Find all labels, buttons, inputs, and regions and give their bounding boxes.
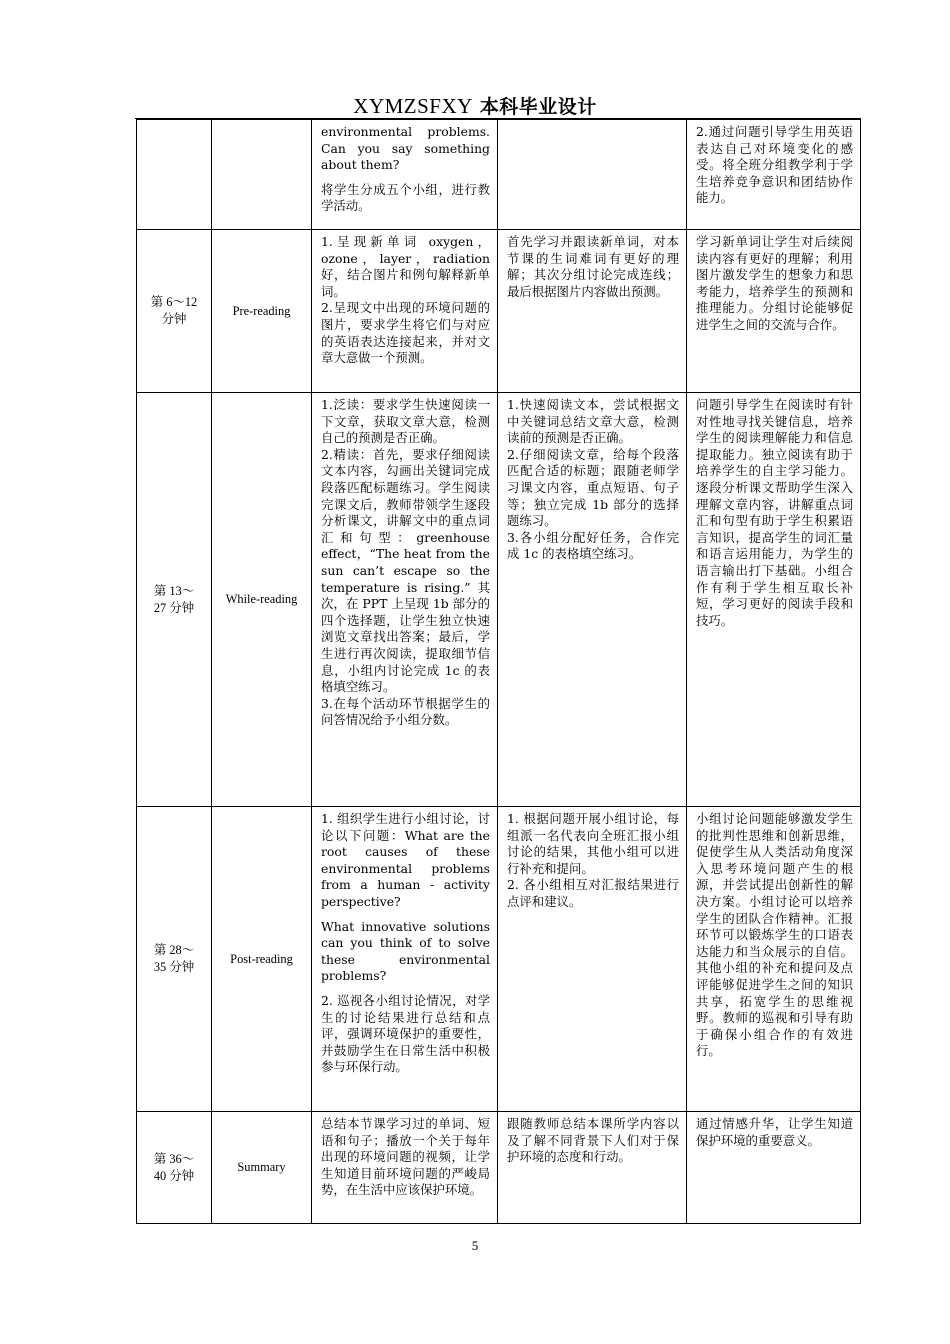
teacher-activity-cell <box>312 230 498 393</box>
time-cell: 第 13～ 27 分钟 <box>137 393 212 807</box>
time-cell: 第 6～12 分钟 <box>137 230 212 393</box>
teacher-activity-cell <box>312 1112 498 1224</box>
student-activity-text: 1.快速阅读文本，尝试根据文中关键词总结文章大意，检测读前的预测是否正确。 <box>507 397 679 446</box>
teacher-activity-cell <box>312 120 498 230</box>
teacher-activity-text: 3.在每个活动环节根据学生的问答情况给予小组分数。 <box>321 695 490 728</box>
teacher-activity-cell <box>312 807 498 1112</box>
student-activity-text: 跟随教师总结本课所学内容以及了解不同背景下人们对于保护环境的态度和行动。 <box>507 1116 679 1165</box>
table-row <box>137 1112 861 1224</box>
student-activity-cell <box>498 393 687 807</box>
design-intent-cell <box>687 1112 861 1224</box>
design-intent-cell <box>687 120 861 230</box>
student-activity-cell <box>498 230 687 393</box>
table-row <box>137 807 861 1112</box>
table-row <box>137 230 861 393</box>
design-intent-text: 学习新单词让学生对后续阅读内容有更好的理解；利用图片激发学生的想象力和思考能力，培养学生的预测和推理能力。分组讨论能够促进学生之间的交流与合作。 <box>696 234 853 332</box>
time-cell: 第 36～ 40 分钟 <box>137 1112 212 1224</box>
header-title-en: XYMZSFXY <box>353 94 473 118</box>
student-activity-cell <box>498 120 687 230</box>
student-activity-text: 首先学习并跟读新单词，对本节课的生词难词有更好的理解；其次分组讨论完成连线；最后根据图片内容做出预测。 <box>507 234 679 299</box>
stage-cell: Post-reading <box>212 807 312 1112</box>
stage-cell: Pre-reading <box>212 230 312 393</box>
stage-cell: While-reading <box>212 393 312 807</box>
time-cell <box>137 120 212 230</box>
teacher-activity-cell <box>312 393 498 807</box>
teacher-activity-text: 1.泛读：要求学生快速阅读一下文章，获取文章大意，检测自己的预测是否正确。 <box>321 397 490 446</box>
table-row <box>137 393 861 807</box>
teacher-activity-text: environmental problems. Can you say something about them? <box>321 124 490 173</box>
teacher-activity-text: What innovative solutions can you think of to solve these environmental problems? <box>321 918 490 984</box>
design-intent-cell <box>687 393 861 807</box>
teacher-activity-text: 1.呈现新单词 oxygen，ozone，layer，radiation 好，结合图片和例句解释新单词。 <box>321 234 490 299</box>
table-row <box>137 120 861 230</box>
design-intent-text: 2.通过问题引导学生用英语表达自己对环境变化的感受。将全班分组教学利于学生培养竞争意识和团结协作能力。 <box>696 124 853 206</box>
lesson-plan-table <box>136 119 861 1224</box>
stage-cell <box>212 120 312 230</box>
design-intent-text: 小组讨论问题能够激发学生的批判性思维和创新思维，促使学生从人类活动角度深入思考环境问题产生的根源，并尝试提出创新性的解决方案。小组讨论可以培养学生的团队合作精神。汇报环节可以锻炼学生的口语表达能力和当众展示的自信。其他小组的补充和提问及点评能够促进学生之间的知识共享，拓宽学生的思维视野。教师的巡视和引导有助于确保小组合作的有效进行。 <box>696 811 853 1059</box>
student-activity-cell <box>498 1112 687 1224</box>
teacher-activity-text: 总结本节课学习过的单词、短语和句子；播放一个关于每年出现的环境问题的视频，让学生知道目前环境问题的严峻局势，在生活中应该保护环境。 <box>321 1116 490 1198</box>
student-activity-cell <box>498 807 687 1112</box>
design-intent-cell <box>687 807 861 1112</box>
student-activity-text: 2.仔细阅读文章，给每个段落匹配合适的标题；跟随老师学习课文内容，重点短语、句子等；独立完成 1b 部分的选择题练习。 <box>507 446 679 529</box>
teacher-activity-text: 2.精读：首先，要求仔细阅读文本内容，勾画出关键词完成段落匹配标题练习。学生阅读完课文后，教师带领学生逐段分析课文，讲解文中的重点词汇和句型：greenhouse effect，“The heat from the sun can’t escape so the temperature is rising.” 其次，在 PPT 上呈现 1b 部分的四个选择题，让学生独立快速浏览文章找出答案；最后，学生进行再次阅读，提取细节信息，小组内讨论完成 1c 的表格填空练习。 <box>321 446 490 695</box>
page-header <box>0 92 950 119</box>
page-number: 5 <box>471 1238 479 1253</box>
design-intent-text: 问题引导学生在阅读时有针对性地寻找关键信息，培养学生的阅读理解能力和信息提取能力。独立阅读有助于培养学生的自主学习能力。逐段分析课文帮助学生深入理解文章内容，讲解重点词汇和句型有助于学生积累语言知识，提高学生的词汇量和语言运用能力，为学生的语言输出打下基础。小组合作有利于学生相互取长补短，学习更好的阅读手段和技巧。 <box>696 397 853 628</box>
time-cell: 第 28～ 35 分钟 <box>137 807 212 1112</box>
teacher-activity-text: 2. 巡视各小组讨论情况，对学生的讨论结果进行总结和点评，强调环境保护的重要性，并鼓励学生在日常生活中积极参与环保行动。 <box>321 992 490 1075</box>
header-title-cn: 本科毕业设计 <box>479 96 597 118</box>
student-activity-text: 3.各小组分配好任务，合作完成 1c 的表格填空练习。 <box>507 529 679 562</box>
design-intent-cell <box>687 230 861 393</box>
student-activity-text: 1. 根据问题开展小组讨论，每组派一名代表向全班汇报小组讨论的结果，其他小组可以进行补充和提问。 <box>507 811 679 876</box>
stage-cell: Summary <box>212 1112 312 1224</box>
design-intent-text: 通过情感升华，让学生知道保护环境的重要意义。 <box>696 1116 853 1148</box>
teacher-activity-text: 将学生分成五个小组，进行教学活动。 <box>321 181 490 214</box>
teacher-activity-text: 1. 组织学生进行小组讨论，讨论以下问题：What are the root causes of these environmental problems from a human - activity perspective? <box>321 811 490 909</box>
teacher-activity-text: 2.呈现文中出现的环境问题的图片，要求学生将它们与对应的英语表达连接起来，并对文章大意做一个预测。 <box>321 300 490 366</box>
student-activity-text: 2. 各小组相互对汇报结果进行点评和建议。 <box>507 877 679 909</box>
